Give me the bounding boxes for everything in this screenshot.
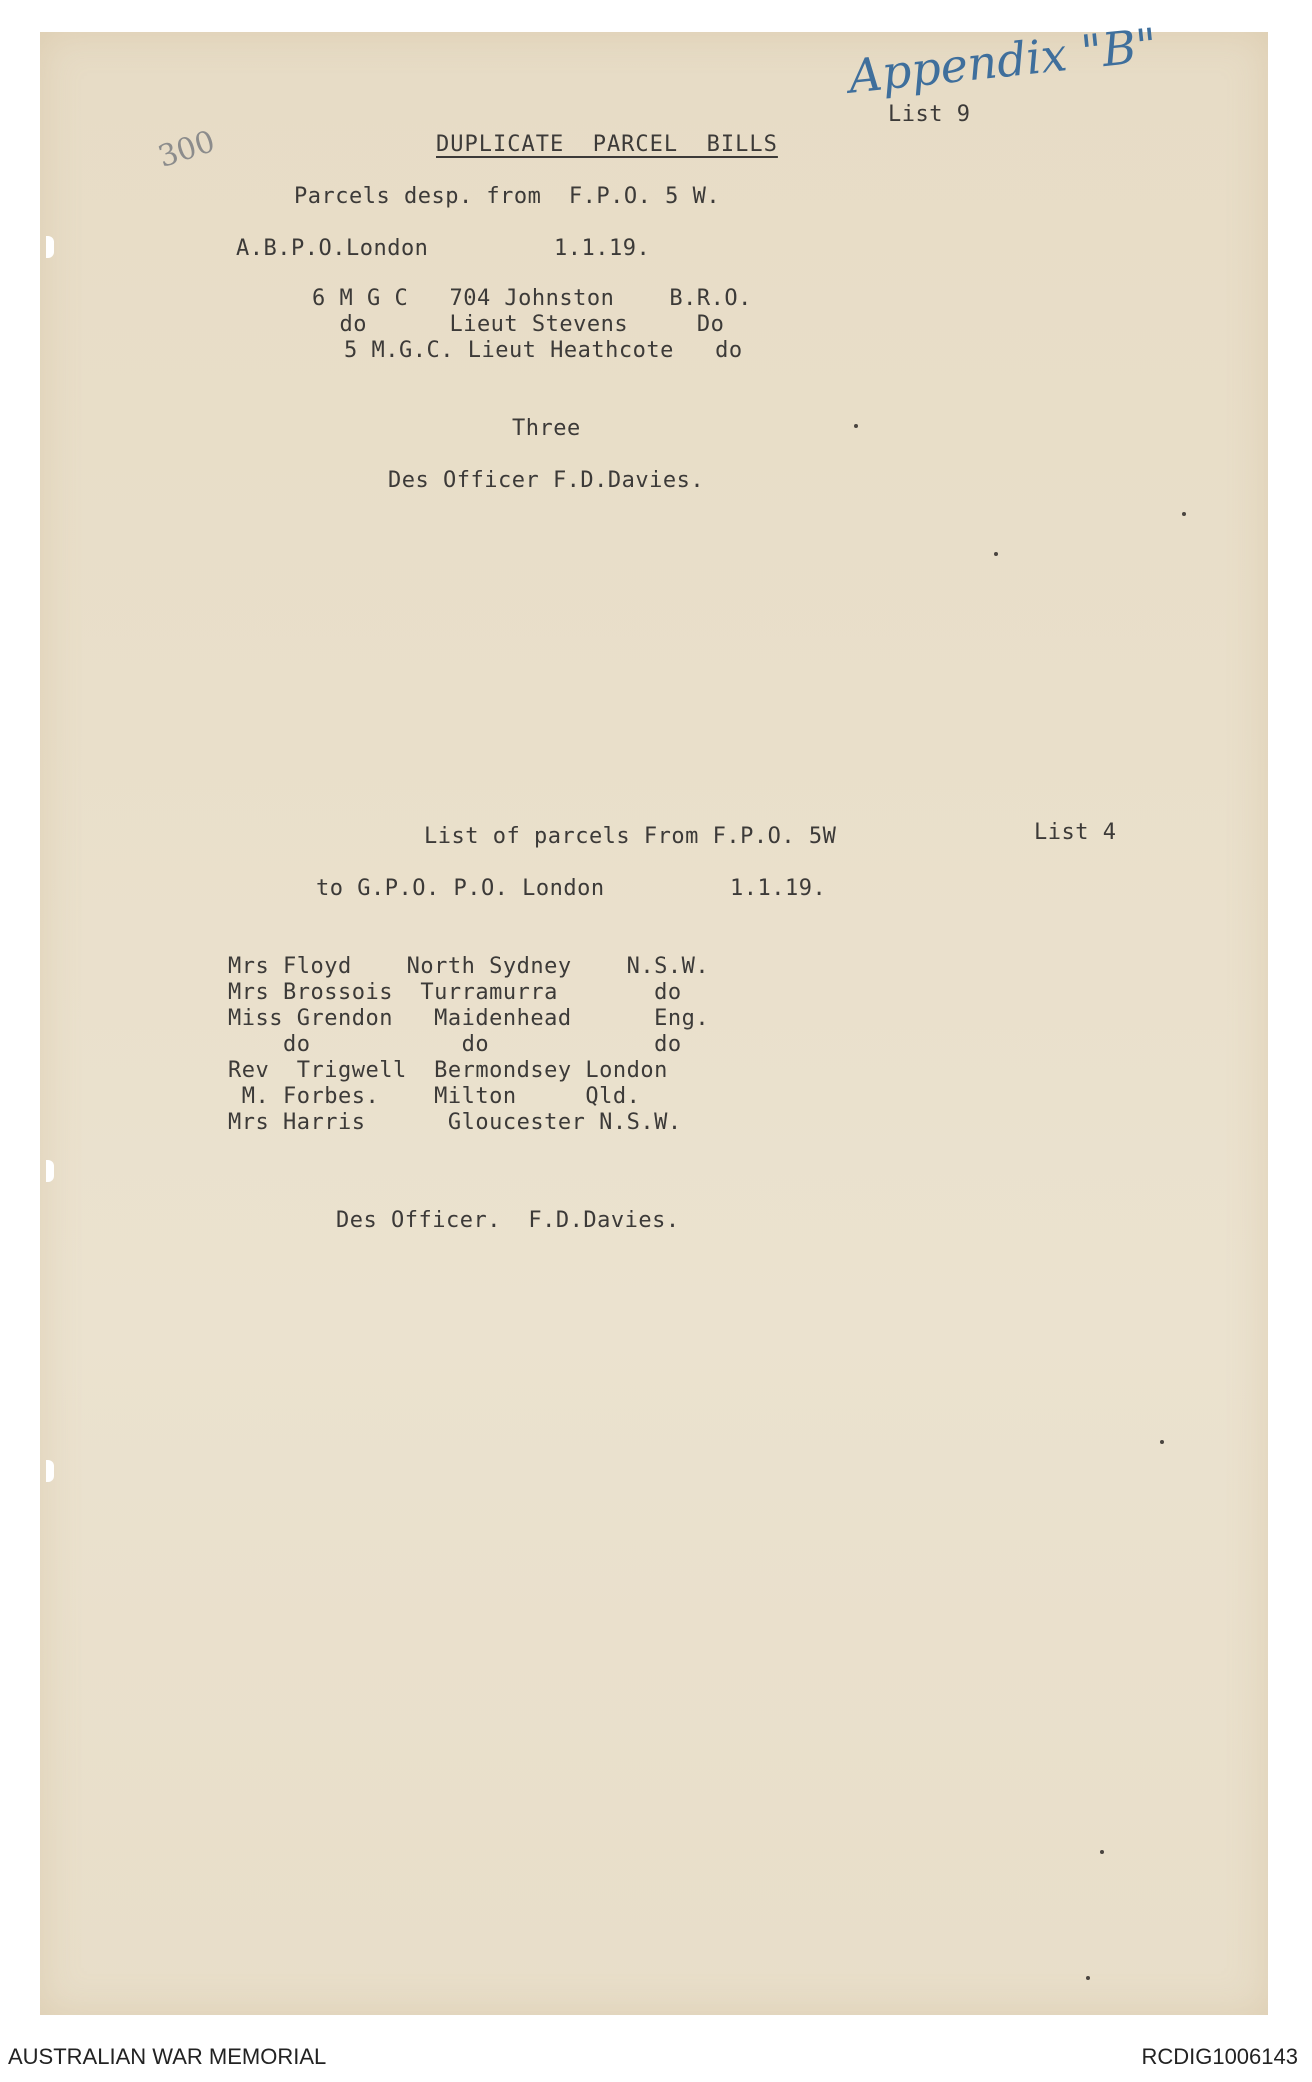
- dispatch-date: 1.1.19.: [730, 876, 827, 901]
- parcel-row: Rev Trigwell Bermondsey London: [228, 1058, 668, 1083]
- dispatching-officer: Des Officer F.D.Davies.: [388, 468, 705, 493]
- parcel-row: M. Forbes. Milton Qld.: [228, 1084, 641, 1109]
- binding-hole: [46, 1160, 54, 1182]
- paper-speck: [854, 424, 858, 428]
- list-heading: List of parcels From F.P.O. 5W: [424, 824, 837, 849]
- parcel-row: 6 M G C 704 Johnston B.R.O.: [312, 286, 752, 311]
- list-number-label: List 9: [888, 102, 971, 127]
- list-number-label: List 4: [1034, 820, 1117, 845]
- parcel-row: 5 M.G.C. Lieut Heathcote do: [344, 338, 743, 363]
- dispatch-date: 1.1.19.: [554, 236, 651, 261]
- paper-speck: [1182, 512, 1186, 516]
- parcel-row: Miss Grendon Maidenhead Eng.: [228, 1006, 710, 1031]
- footer-institution: AUSTRALIAN WAR MEMORIAL: [8, 2044, 327, 2069]
- folio-number: 300: [153, 124, 220, 175]
- parcel-row: do do do: [228, 1032, 682, 1057]
- paper-speck: [1100, 1850, 1104, 1854]
- paper-speck: [1160, 1440, 1164, 1444]
- document-title: DUPLICATE PARCEL BILLS: [436, 132, 778, 157]
- dispatching-officer: Des Officer. F.D.Davies.: [336, 1208, 680, 1233]
- parcel-row: Mrs Brossois Turramurra do: [228, 980, 682, 1005]
- parcel-row: Mrs Floyd North Sydney N.S.W.: [228, 954, 710, 979]
- paper-speck: [994, 552, 998, 556]
- destination-office: to G.P.O. P.O. London: [316, 876, 605, 901]
- parcel-row: do Lieut Stevens Do: [312, 312, 725, 337]
- destination-office: A.B.P.O.London: [236, 236, 429, 261]
- parcel-count: Three: [512, 416, 581, 441]
- binding-hole: [46, 236, 54, 258]
- dispatch-line: Parcels desp. from F.P.O. 5 W.: [294, 184, 721, 209]
- paper-speck: [1086, 1976, 1090, 1980]
- appendix-annotation: Appendix "B": [846, 17, 1160, 104]
- parcel-row: Mrs Harris Gloucester N.S.W.: [228, 1110, 682, 1135]
- binding-hole: [46, 1460, 54, 1482]
- footer-record-id: RCDIG1006143: [1141, 2044, 1298, 2069]
